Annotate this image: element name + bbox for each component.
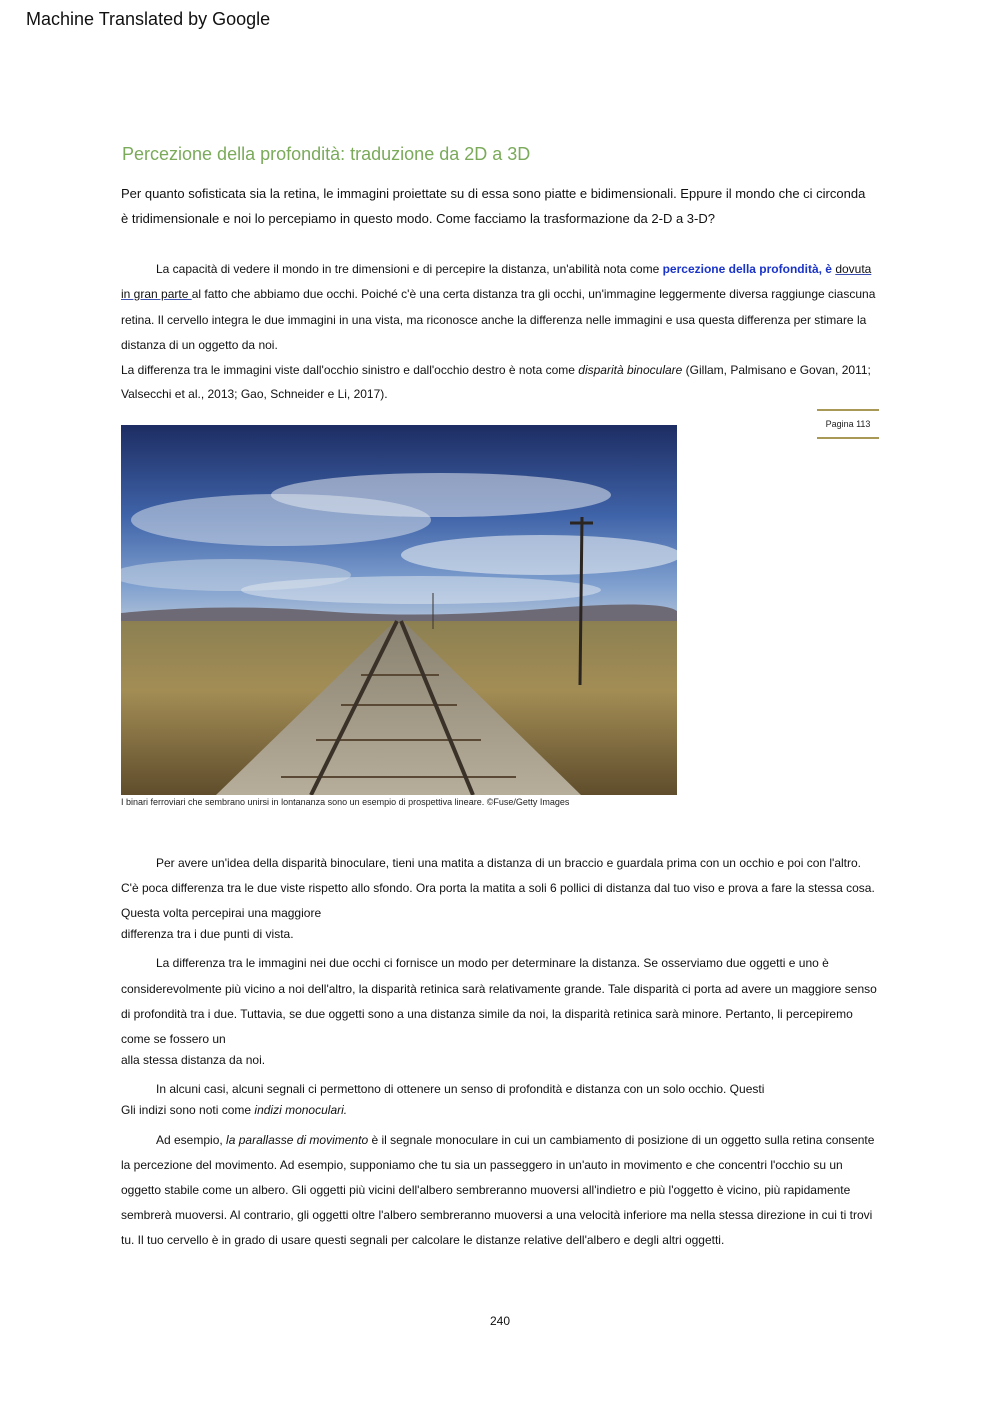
p1-line-5 [121,363,871,377]
p1-underlined-text-2: in gran parte [121,287,192,301]
p2-line-3: Questa volta percepirai una maggiore [121,906,322,920]
term-motion-parallax: la parallasse di movimento [226,1133,369,1147]
p4-text: Gli indizi sono noti come [121,1103,255,1117]
p2-line-2: C'è poca differenza tra le due viste rispetto allo sfondo. Ora porta la matita a soli 6 pollici di distanza dal tuo viso e prova a fare la stessa cosa. [121,881,875,895]
p1-text-5: La differenza tra le immagini viste dall'occhio sinistro e dall'occhio destro è nota come [121,363,579,377]
p5-line-2: la percezione del movimento. Ad esempio, supponiamo che tu sia un passeggero in un'auto in movimento e che concentri l'occhio su un [121,1158,843,1172]
railway-photo [121,425,677,795]
p3-line-4: come se fossero un [121,1032,226,1046]
p1-citation: (Gillam, Palmisano e Govan, 2011; [682,363,871,377]
translation-banner: Machine Translated by Google [26,9,271,29]
p2-line-4: differenza tra i due punti di vista. [121,927,294,941]
p1-line-1 [156,262,871,276]
p1-underlined-text: dovuta [835,262,872,276]
p2-line-1: Per avere un'idea della disparità binoculare, tieni una matita a distanza di un braccio e guardala prima con un occhio e poi con l'altro. [156,856,862,870]
p3-line-2: considerevolmente più vicino a noi dell'altro, la disparità retinica sarà relativamente grande. Tale disparità ci porta ad avere un maggiore senso [121,982,877,996]
p5-line-5: tu. Il tuo cervello è in grado di usare questi segnali per calcolare le distanze relative dell'albero e degli altri oggetti. [121,1233,725,1247]
section-title: Percezione della profondità: traduzione da 2D a 3D [122,144,531,164]
intro-line-1: Per quanto sofisticata sia la retina, le immagini proiettate su di essa sono piatte e bidimensionali. Eppure il mondo che ci circonda [121,186,866,201]
p4-line-2 [121,1103,347,1117]
p1-line-2 [121,287,875,301]
p1-line-6: Valsecchi et al., 2013; Gao, Schneider e Li, 2017). [121,387,388,401]
p3-line-1: La differenza tra le immagini nei due occhi ci fornisce un modo per determinare la distanza. Se osserviamo due oggetti e uno è [156,956,829,970]
term-depth-perception: percezione della profondità, è [662,262,832,276]
term-monocular-cues: indizi monoculari. [254,1103,348,1117]
page-badge: Pagina 113 [817,409,879,439]
page-number: 240 [489,1314,511,1328]
term-binocular-disparity: disparità binoculare [578,363,683,377]
p1-text-2: al fatto che abbiamo due occhi. Poiché c'è una certa distanza tra gli occhi, un'immagine leggermente diversa raggiunge ciascuna [191,287,876,301]
p5-line-4: sembrerà muoversi. Al contrario, gli oggetti oltre l'albero sembreranno muoversi a una velocità inferiore ma nella stessa direzione in cui ti trovi [121,1208,873,1222]
p4-line-1: In alcuni casi, alcuni segnali ci permettono di ottenere un senso di profondità e distanza con un solo occhio. Questi [156,1082,765,1096]
p5-text: Ad esempio, [156,1133,227,1147]
p5-text-2: è il segnale monoculare in cui un cambiamento di posizione di un oggetto sulla retina consente [368,1133,875,1147]
p3-line-5: alla stessa distanza da noi. [121,1053,266,1067]
p5-line-3: oggetto stabile come un albero. Gli oggetti più vicini dell'albero sembreranno muoversi all'indietro e più l'oggetto è vicino, più rapidamente [121,1183,851,1197]
p3-line-3: di profondità tra i due. Tuttavia, se due oggetti sono a una distanza simile da noi, la disparità retinica sarà minore. Pertanto, li percepiremo [121,1007,853,1021]
p1-text: La capacità di vedere il mondo in tre dimensioni e di percepire la distanza, un'abilità nota come [156,262,663,276]
intro-line-2: è tridimensionale e noi lo percepiamo in questo modo. Come facciamo la trasformazione da 2-D a 3-D? [121,211,715,226]
photo-caption: I binari ferroviari che sembrano unirsi in lontananza sono un esempio di prospettiva lineare. ©Fuse/Getty Images [121,797,570,807]
p5-line-1 [156,1133,874,1147]
p1-line-3: retina. Il cervello integra le due immagini in una vista, ma riconosce anche la differenza nelle immagini e usa questa differenza per stimare la [121,313,867,327]
p1-line-4: distanza di un oggetto da noi. [121,338,278,352]
